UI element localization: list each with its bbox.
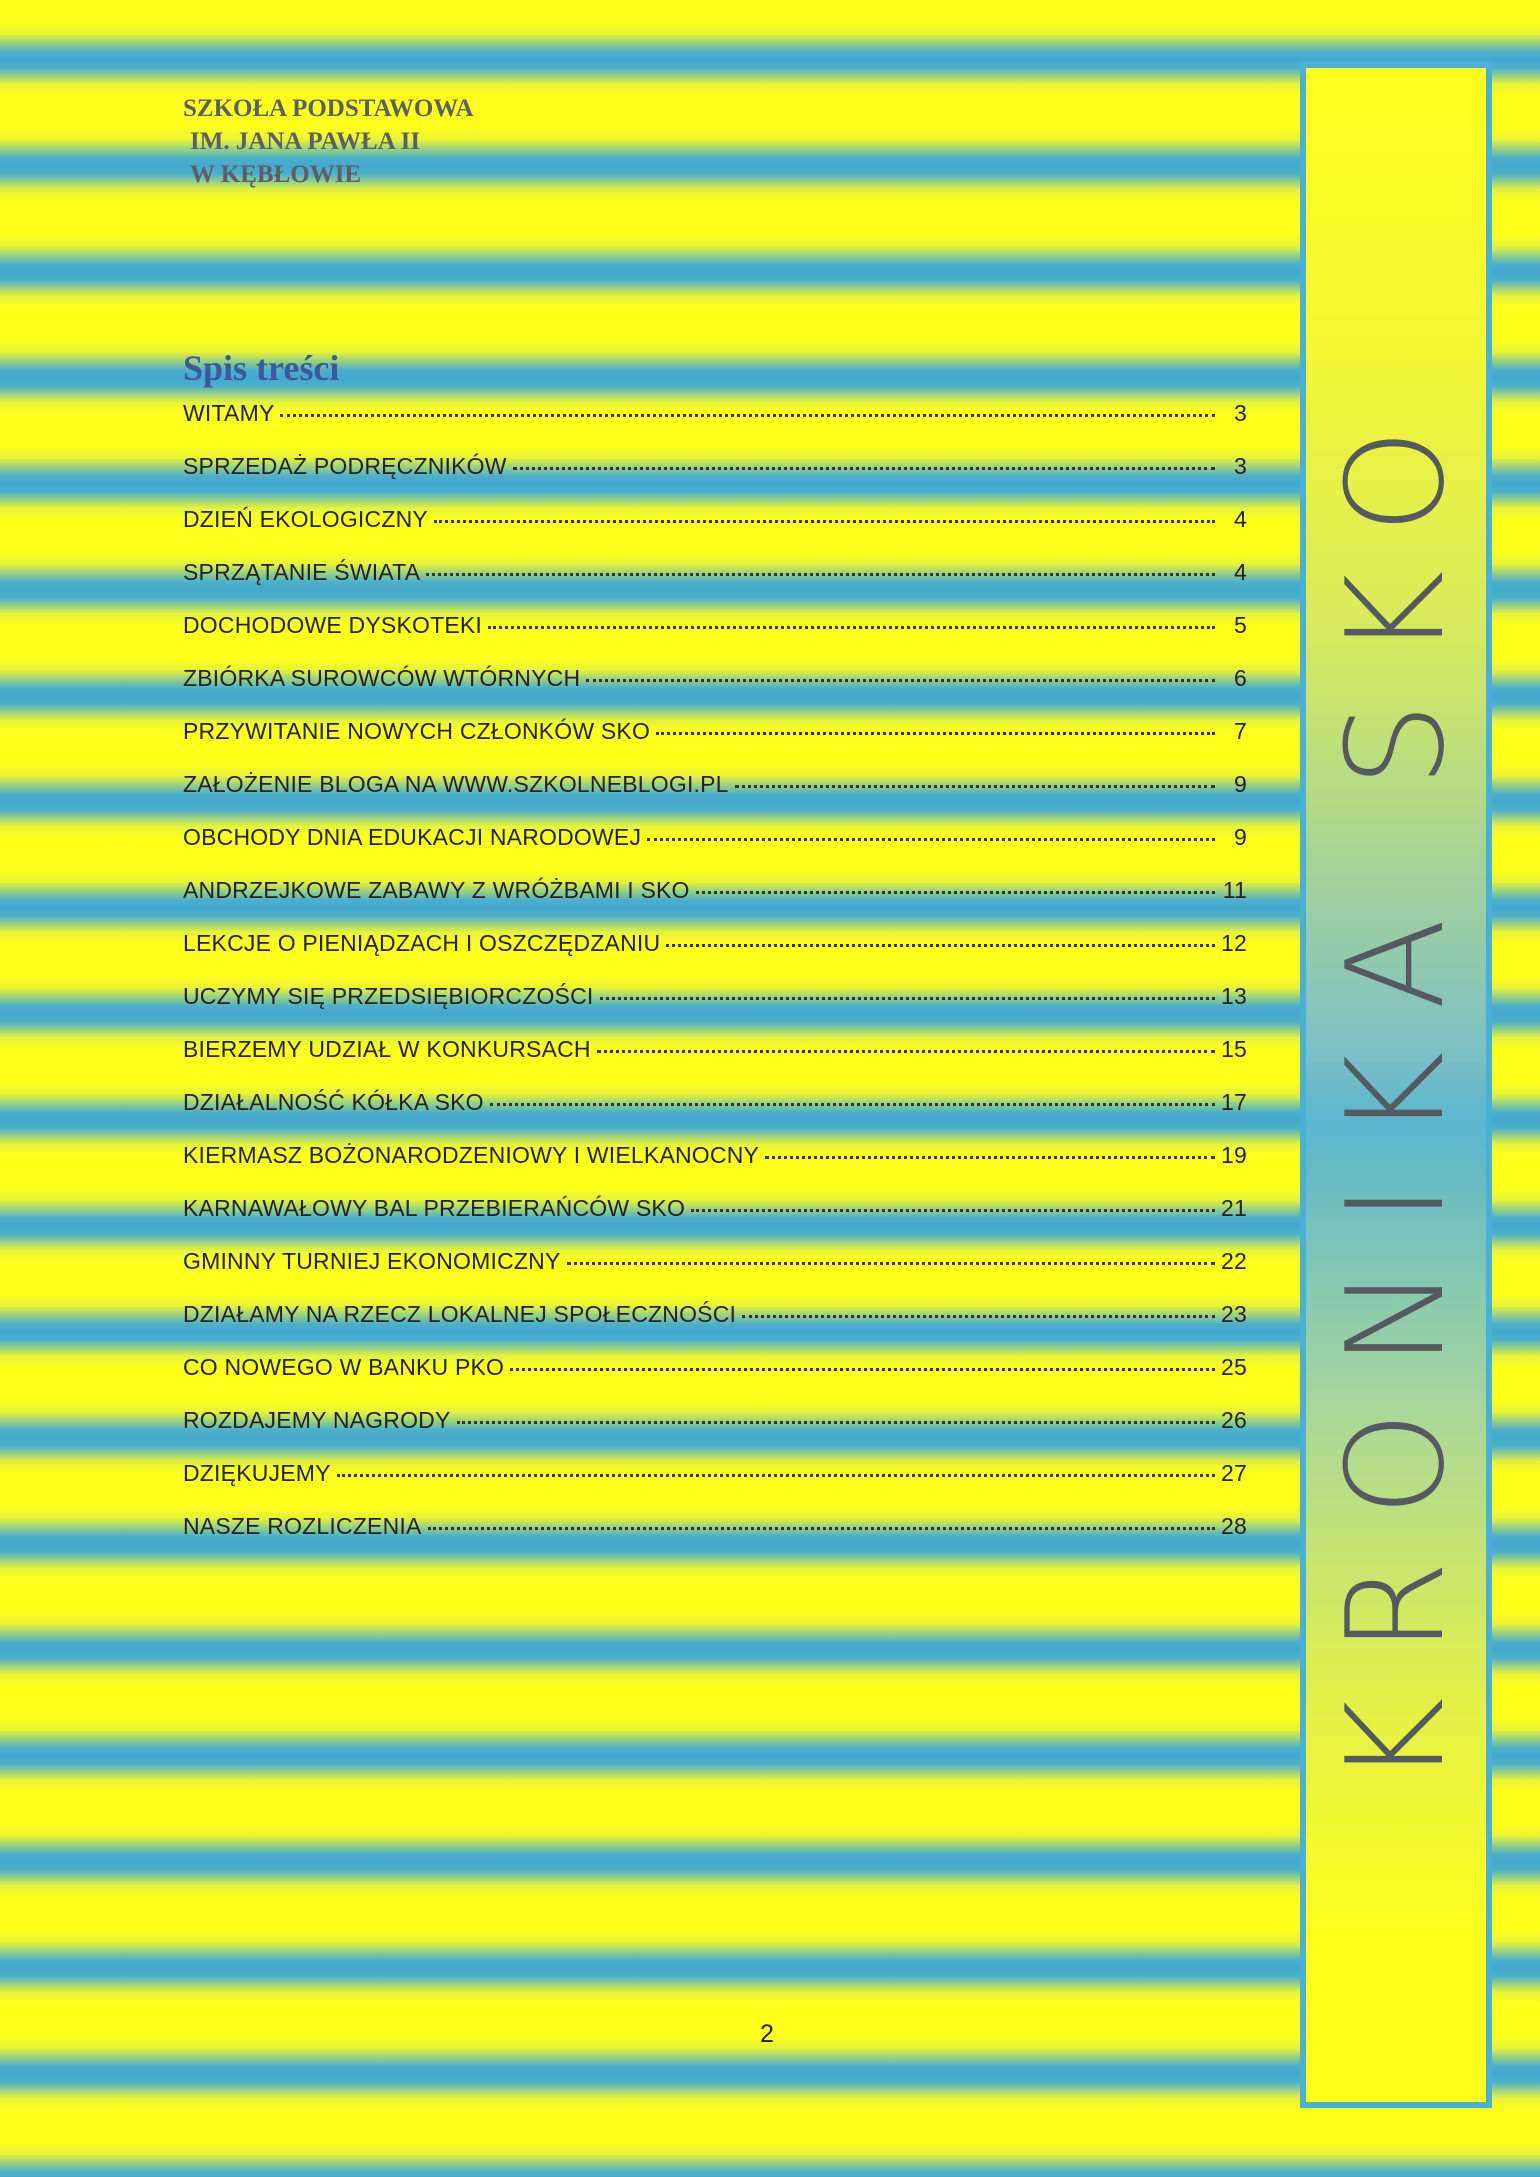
toc-dot-leader [600, 997, 1216, 1000]
toc-entry-title: UCZYMY SIĘ PRZEDSIĘBIORCZOŚCI [183, 983, 594, 1009]
toc-entry-title: DZIAŁAMY NA RZECZ LOKALNEJ SPOŁECZNOŚCI [183, 1301, 737, 1327]
toc-entry-title: ZBIÓRKA SUROWCÓW WTÓRNYCH [183, 665, 581, 691]
toc-entry-page: 19 [1221, 1142, 1247, 1168]
toc-entry-page: 7 [1234, 718, 1247, 744]
toc-entry-title: DOCHODOWE DYSKOTEKI [183, 612, 482, 638]
toc-entry-page: 17 [1221, 1089, 1247, 1115]
toc-entry-page: 12 [1221, 930, 1247, 956]
toc-entry-page: 22 [1221, 1248, 1247, 1274]
toc-entry-title: ANDRZEJKOWE ZABAWY Z WRÓŻBAMI I SKO [183, 877, 690, 903]
toc-dot-leader [656, 732, 1215, 735]
toc-entry[interactable] [183, 1293, 1247, 1346]
toc-dot-leader [510, 1368, 1215, 1371]
toc-entry[interactable] [183, 869, 1247, 922]
toc-entry-page: 27 [1221, 1460, 1247, 1486]
school-name-line-2: IM. JANA PAWŁA II [190, 128, 421, 155]
toc-entry[interactable] [183, 1028, 1247, 1081]
toc-entry-page: 4 [1234, 559, 1247, 585]
toc-entry-page: 21 [1221, 1195, 1247, 1221]
toc-entry[interactable] [183, 975, 1247, 1028]
toc-entry[interactable] [183, 1399, 1247, 1452]
toc-entry-title: OBCHODY DNIA EDUKACJI NARODOWEJ [183, 824, 642, 850]
toc-dot-leader [647, 838, 1215, 841]
toc-entry[interactable] [183, 1346, 1247, 1399]
toc-entry-page: 9 [1234, 824, 1247, 850]
toc-entry[interactable] [183, 392, 1247, 445]
toc-dot-leader [428, 1527, 1215, 1530]
toc-entry-title: SPRZĄTANIE ŚWIATA [183, 559, 421, 585]
toc-entry-title: ROZDAJEMY NAGRODY [183, 1407, 451, 1433]
toc-dot-leader [567, 1262, 1216, 1265]
toc-entry[interactable] [183, 657, 1247, 710]
toc-entry-title: SPRZEDAŻ PODRĘCZNIKÓW [183, 453, 507, 479]
toc-entry-page: 23 [1221, 1301, 1247, 1327]
toc-entry[interactable] [183, 922, 1247, 975]
toc-dot-leader [765, 1156, 1215, 1159]
toc-dot-leader [488, 626, 1215, 629]
toc-entry-page: 3 [1234, 453, 1247, 479]
toc-entry-page: 25 [1221, 1354, 1247, 1380]
toc-dot-leader [666, 944, 1215, 947]
toc-dot-leader [337, 1474, 1215, 1477]
toc-entry[interactable] [183, 1134, 1247, 1187]
toc-entry[interactable] [183, 1240, 1247, 1293]
toc-dot-leader [597, 1050, 1215, 1053]
toc-entry-title: NASZE ROZLICZENIA [183, 1513, 422, 1539]
toc-entry[interactable] [183, 1081, 1247, 1134]
toc-entry-title: PRZYWITANIE NOWYCH CZŁONKÓW SKO [183, 718, 651, 744]
toc-entry[interactable] [183, 1187, 1247, 1240]
toc-dot-leader [742, 1315, 1215, 1318]
toc-dot-leader [490, 1103, 1215, 1106]
school-name [183, 92, 474, 191]
toc-entry[interactable] [183, 1452, 1247, 1505]
toc-dot-leader [696, 891, 1215, 894]
toc-entry[interactable] [183, 763, 1247, 816]
toc-entry-page: 5 [1234, 612, 1247, 638]
toc-entry-title: DZIEŃ EKOLOGICZNY [183, 506, 428, 532]
page-number: 2 [760, 2020, 774, 2048]
toc-dot-leader [280, 414, 1215, 417]
toc-entry[interactable] [183, 445, 1247, 498]
toc-entry-title: DZIAŁALNOŚĆ KÓŁKA SKO [183, 1089, 484, 1115]
table-of-contents [183, 392, 1247, 1558]
side-title: KRONIKA SKO [1318, 384, 1474, 1786]
toc-entry-page: 9 [1234, 771, 1247, 797]
toc-entry[interactable] [183, 498, 1247, 551]
toc-entry-page: 3 [1234, 400, 1247, 426]
toc-entry-title: ZAŁOŻENIE BLOGA NA WWW.SZKOLNEBLOGI.PL [183, 771, 729, 797]
toc-entry-title: KIERMASZ BOŻONARODZENIOWY I WIELKANOCNY [183, 1142, 760, 1168]
toc-dot-leader [513, 467, 1215, 470]
toc-entry-title: CO NOWEGO W BANKU PKO [183, 1354, 505, 1380]
toc-dot-leader [426, 573, 1215, 576]
toc-entry[interactable] [183, 551, 1247, 604]
toc-entry-page: 11 [1222, 877, 1247, 903]
toc-entry-page: 4 [1234, 506, 1247, 532]
toc-entry-page: 13 [1221, 983, 1247, 1009]
toc-entry-title: BIERZEMY UDZIAŁ W KONKURSACH [183, 1036, 591, 1062]
toc-entry-page: 6 [1234, 665, 1247, 691]
toc-dot-leader [691, 1209, 1215, 1212]
toc-dot-leader [735, 785, 1215, 788]
toc-dot-leader [457, 1421, 1215, 1424]
side-title-panel [1300, 62, 1492, 2108]
toc-dot-leader [586, 679, 1215, 682]
school-name-line-3: W KĘBŁOWIE [190, 161, 362, 188]
toc-entry-title: LEKCJE O PIENIĄDZACH I OSZCZĘDZANIU [183, 930, 661, 956]
toc-entry[interactable] [183, 604, 1247, 657]
toc-entry[interactable] [183, 710, 1247, 763]
toc-entry-title: GMINNY TURNIEJ EKONOMICZNY [183, 1248, 561, 1274]
toc-dot-leader [434, 520, 1215, 523]
toc-entry[interactable] [183, 1505, 1247, 1558]
toc-entry-title: WITAMY [183, 400, 275, 426]
toc-entry-title: DZIĘKUJEMY [183, 1460, 331, 1486]
toc-entry-title: KARNAWAŁOWY BAL PRZEBIERAŃCÓW SKO [183, 1195, 686, 1221]
toc-heading: Spis treści [183, 348, 340, 388]
toc-entry-page: 26 [1221, 1407, 1247, 1433]
toc-entry[interactable] [183, 816, 1247, 869]
toc-entry-page: 28 [1221, 1513, 1247, 1539]
toc-entry-page: 15 [1221, 1036, 1247, 1062]
school-name-line-1: SZKOŁA PODSTAWOWA [183, 95, 474, 122]
